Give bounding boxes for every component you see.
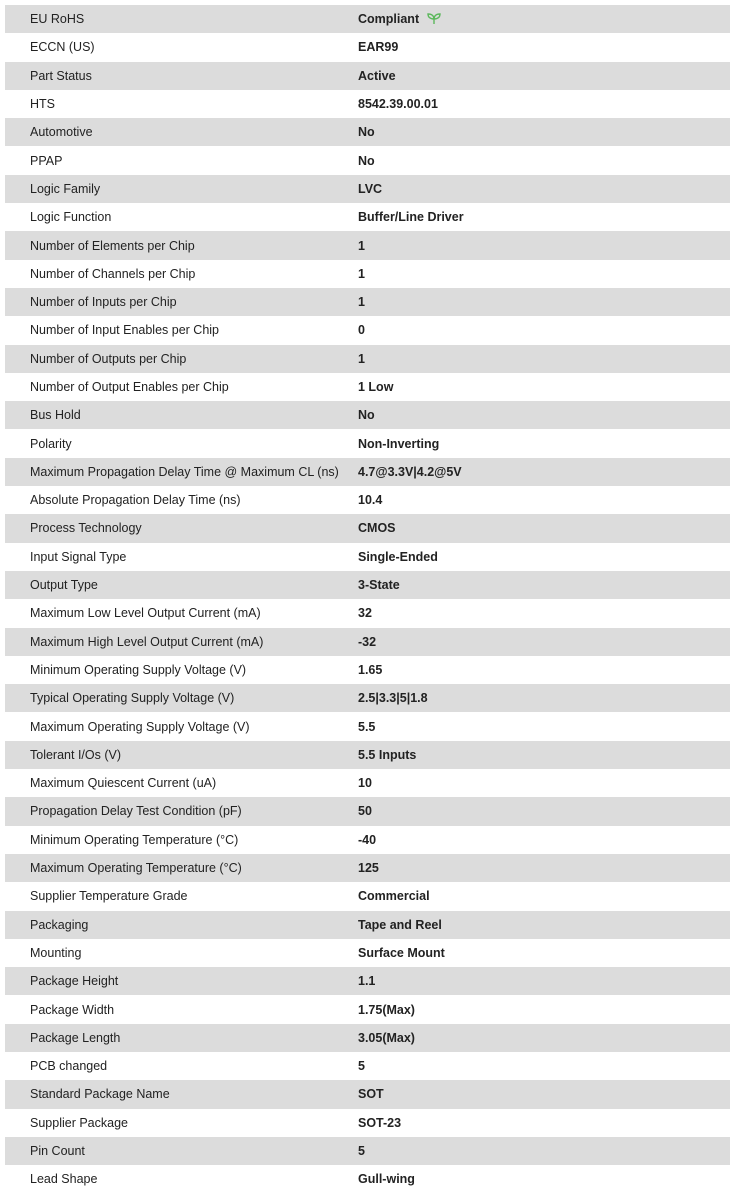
spec-row xyxy=(5,656,730,684)
spec-value xyxy=(358,804,372,818)
spec-row xyxy=(5,514,730,542)
spec-label: Supplier Temperature Grade xyxy=(30,889,188,904)
spec-value xyxy=(358,380,393,394)
spec-value xyxy=(358,663,382,677)
spec-label: PPAP xyxy=(30,153,63,168)
spec-label: Logic Family xyxy=(30,181,101,196)
spec-row xyxy=(5,939,730,967)
spec-row xyxy=(5,429,730,457)
spec-row xyxy=(5,741,730,769)
spec-row xyxy=(5,882,730,910)
spec-label: Maximum Operating Supply Voltage (V) xyxy=(30,719,250,734)
spec-value xyxy=(358,465,462,479)
spec-label: Process Technology xyxy=(30,521,142,536)
spec-label: Maximum Propagation Delay Time @ Maximum CL (ns) xyxy=(30,464,339,479)
spec-row xyxy=(5,684,730,712)
spec-value-text: No xyxy=(358,153,375,168)
spec-value xyxy=(358,493,382,507)
spec-row xyxy=(5,911,730,939)
spec-value-text: LVC xyxy=(358,181,383,196)
spec-value xyxy=(358,97,438,111)
spec-label: Pin Count xyxy=(30,1144,85,1159)
spec-value xyxy=(358,918,442,932)
spec-value xyxy=(358,437,439,451)
spec-value xyxy=(358,154,375,168)
spec-row xyxy=(5,571,730,599)
spec-value xyxy=(358,776,372,790)
spec-value xyxy=(358,239,365,253)
spec-label: EU RoHS xyxy=(30,12,85,27)
spec-value-text: CMOS xyxy=(358,521,396,536)
spec-row xyxy=(5,1024,730,1052)
spec-value-text: 125 xyxy=(358,861,379,876)
spec-row xyxy=(5,345,730,373)
spec-row xyxy=(5,854,730,882)
spec-label: Maximum Operating Temperature (°C) xyxy=(30,861,242,876)
spec-label: Maximum Low Level Output Current (mA) xyxy=(30,606,261,621)
spec-label: Package Height xyxy=(30,974,119,989)
spec-value xyxy=(358,861,379,875)
spec-row xyxy=(5,543,730,571)
spec-row xyxy=(5,401,730,429)
spec-label: Maximum Quiescent Current (uA) xyxy=(30,776,217,791)
spec-value-text: 10 xyxy=(358,776,372,791)
spec-label: HTS xyxy=(30,97,55,112)
spec-value-text: Compliant xyxy=(358,12,420,27)
spec-value-text: 1.65 xyxy=(358,662,383,677)
spec-label: Minimum Operating Supply Voltage (V) xyxy=(30,662,247,677)
spec-label: Typical Operating Supply Voltage (V) xyxy=(30,691,235,706)
spec-row xyxy=(5,1109,730,1137)
spec-value xyxy=(358,267,365,281)
spec-value xyxy=(358,1003,415,1017)
spec-row xyxy=(5,599,730,627)
specifications-table xyxy=(5,5,730,1193)
spec-value xyxy=(358,833,376,847)
spec-value xyxy=(358,1087,384,1101)
spec-label: Lead Shape xyxy=(30,1172,98,1187)
spec-row xyxy=(5,5,730,33)
spec-value-text: 2.5|3.3|5|1.8 xyxy=(358,691,428,706)
spec-row xyxy=(5,1137,730,1165)
spec-value-text: Gull-wing xyxy=(358,1172,415,1187)
spec-value-text: Tape and Reel xyxy=(358,917,442,932)
spec-value-text: Buffer/Line Driver xyxy=(358,210,464,225)
spec-value xyxy=(358,12,441,26)
spec-value-text: 5 xyxy=(358,1059,365,1074)
spec-label: Package Length xyxy=(30,1030,121,1045)
spec-value xyxy=(358,1059,365,1073)
spec-label: Polarity xyxy=(30,436,72,451)
spec-value-text: 5 xyxy=(358,1144,365,1159)
spec-value-text: 1 xyxy=(358,266,365,281)
spec-label: Number of Inputs per Chip xyxy=(30,295,177,310)
spec-label: Number of Outputs per Chip xyxy=(30,351,187,366)
spec-value-text: 8542.39.00.01 xyxy=(358,97,438,112)
spec-row xyxy=(5,118,730,146)
spec-value-text: 1 xyxy=(358,351,365,366)
spec-row xyxy=(5,203,730,231)
spec-label: Supplier Package xyxy=(30,1115,128,1130)
spec-value xyxy=(358,974,375,988)
spec-label: Minimum Operating Temperature (°C) xyxy=(30,832,239,847)
spec-label: Logic Function xyxy=(30,210,112,225)
spec-label: Number of Output Enables per Chip xyxy=(30,380,229,394)
spec-value xyxy=(358,408,375,422)
spec-label: PCB changed xyxy=(30,1059,108,1074)
spec-value-text: 32 xyxy=(358,606,372,621)
spec-label: Package Width xyxy=(30,1002,115,1017)
spec-row xyxy=(5,712,730,740)
leaf-icon xyxy=(427,13,441,25)
spec-label: Input Signal Type xyxy=(30,549,127,564)
spec-value-text: 1 xyxy=(358,295,365,310)
spec-value-text: No xyxy=(358,408,375,423)
spec-value xyxy=(358,691,428,705)
spec-row xyxy=(5,231,730,259)
spec-row xyxy=(5,826,730,854)
spec-value xyxy=(358,720,375,734)
spec-row xyxy=(5,967,730,995)
spec-value xyxy=(358,748,416,762)
spec-label: Tolerant I/Os (V) xyxy=(30,747,121,762)
spec-value-text: 5.5 xyxy=(358,719,376,734)
spec-value xyxy=(358,1031,415,1045)
spec-label: Part Status xyxy=(30,68,92,83)
spec-label: Maximum High Level Output Current (mA) xyxy=(30,634,264,649)
spec-value xyxy=(358,946,445,960)
spec-row xyxy=(5,316,730,344)
spec-row xyxy=(5,458,730,486)
spec-value xyxy=(358,1116,401,1130)
spec-value-text: Surface Mount xyxy=(358,945,445,960)
spec-label: Output Type xyxy=(30,578,98,593)
spec-row xyxy=(5,995,730,1023)
spec-value-text: 3-State xyxy=(358,578,400,593)
spec-value-text: Commercial xyxy=(358,889,430,904)
spec-value xyxy=(358,1172,415,1186)
spec-value xyxy=(358,210,464,224)
spec-value-text: EAR99 xyxy=(358,40,399,55)
spec-row xyxy=(5,797,730,825)
spec-row xyxy=(5,628,730,656)
spec-label: Packaging xyxy=(30,917,89,932)
spec-value-text: 50 xyxy=(358,804,372,819)
spec-label: Standard Package Name xyxy=(30,1087,170,1102)
spec-value-text: SOT xyxy=(358,1087,384,1102)
spec-value-text: 10.4 xyxy=(358,493,383,508)
spec-row xyxy=(5,260,730,288)
spec-row xyxy=(5,486,730,514)
spec-label: Number of Elements per Chip xyxy=(30,238,195,253)
spec-value-text: 1 xyxy=(358,238,365,253)
spec-value xyxy=(358,40,398,54)
spec-label: Automotive xyxy=(30,125,93,140)
spec-value-text: SOT-23 xyxy=(358,1115,402,1130)
spec-value-text: 1.75(Max) xyxy=(358,1002,415,1017)
spec-label: Number of Channels per Chip xyxy=(30,266,196,281)
spec-label: Mounting xyxy=(30,945,82,960)
spec-value-text: 1.1 xyxy=(358,974,376,989)
spec-value-text: 3.05(Max) xyxy=(358,1030,415,1045)
spec-value-text: Non-Inverting xyxy=(358,436,440,451)
spec-row xyxy=(5,373,730,401)
spec-value xyxy=(358,352,365,366)
spec-row xyxy=(5,1052,730,1080)
spec-value-text: No xyxy=(358,125,375,140)
spec-value xyxy=(358,182,382,196)
spec-label: Absolute Propagation Delay Time (ns) xyxy=(30,493,241,508)
spec-value-text: Active xyxy=(358,68,396,83)
spec-value xyxy=(358,521,396,535)
spec-row xyxy=(5,90,730,118)
spec-row xyxy=(5,33,730,61)
spec-value-text: 4.7@3.3V|4.2@5V xyxy=(358,464,462,479)
spec-value xyxy=(358,578,400,592)
spec-value xyxy=(358,323,365,337)
spec-value xyxy=(358,125,375,139)
spec-label: ECCN (US) xyxy=(30,40,95,55)
spec-value xyxy=(358,635,376,649)
spec-row xyxy=(5,175,730,203)
spec-value-text: 5.5 Inputs xyxy=(358,747,417,762)
spec-row xyxy=(5,769,730,797)
spec-label: Number of Input Enables per Chip xyxy=(30,323,219,338)
spec-row xyxy=(5,146,730,174)
spec-row xyxy=(5,1080,730,1108)
spec-row xyxy=(5,288,730,316)
spec-row xyxy=(5,62,730,90)
spec-value xyxy=(358,889,430,903)
spec-value xyxy=(358,295,365,309)
spec-value-text: -40 xyxy=(358,832,377,847)
spec-value-text: Single-Ended xyxy=(358,549,438,564)
spec-value xyxy=(358,69,396,83)
spec-value-text: 1 Low xyxy=(358,380,394,394)
spec-row xyxy=(5,1165,730,1193)
spec-value xyxy=(358,1144,365,1158)
spec-value-text: -32 xyxy=(358,634,377,649)
spec-value xyxy=(358,606,372,620)
spec-label: Bus Hold xyxy=(30,408,81,423)
spec-value xyxy=(358,550,438,564)
spec-value-text: 0 xyxy=(358,323,365,338)
spec-label: Propagation Delay Test Condition (pF) xyxy=(30,804,242,819)
